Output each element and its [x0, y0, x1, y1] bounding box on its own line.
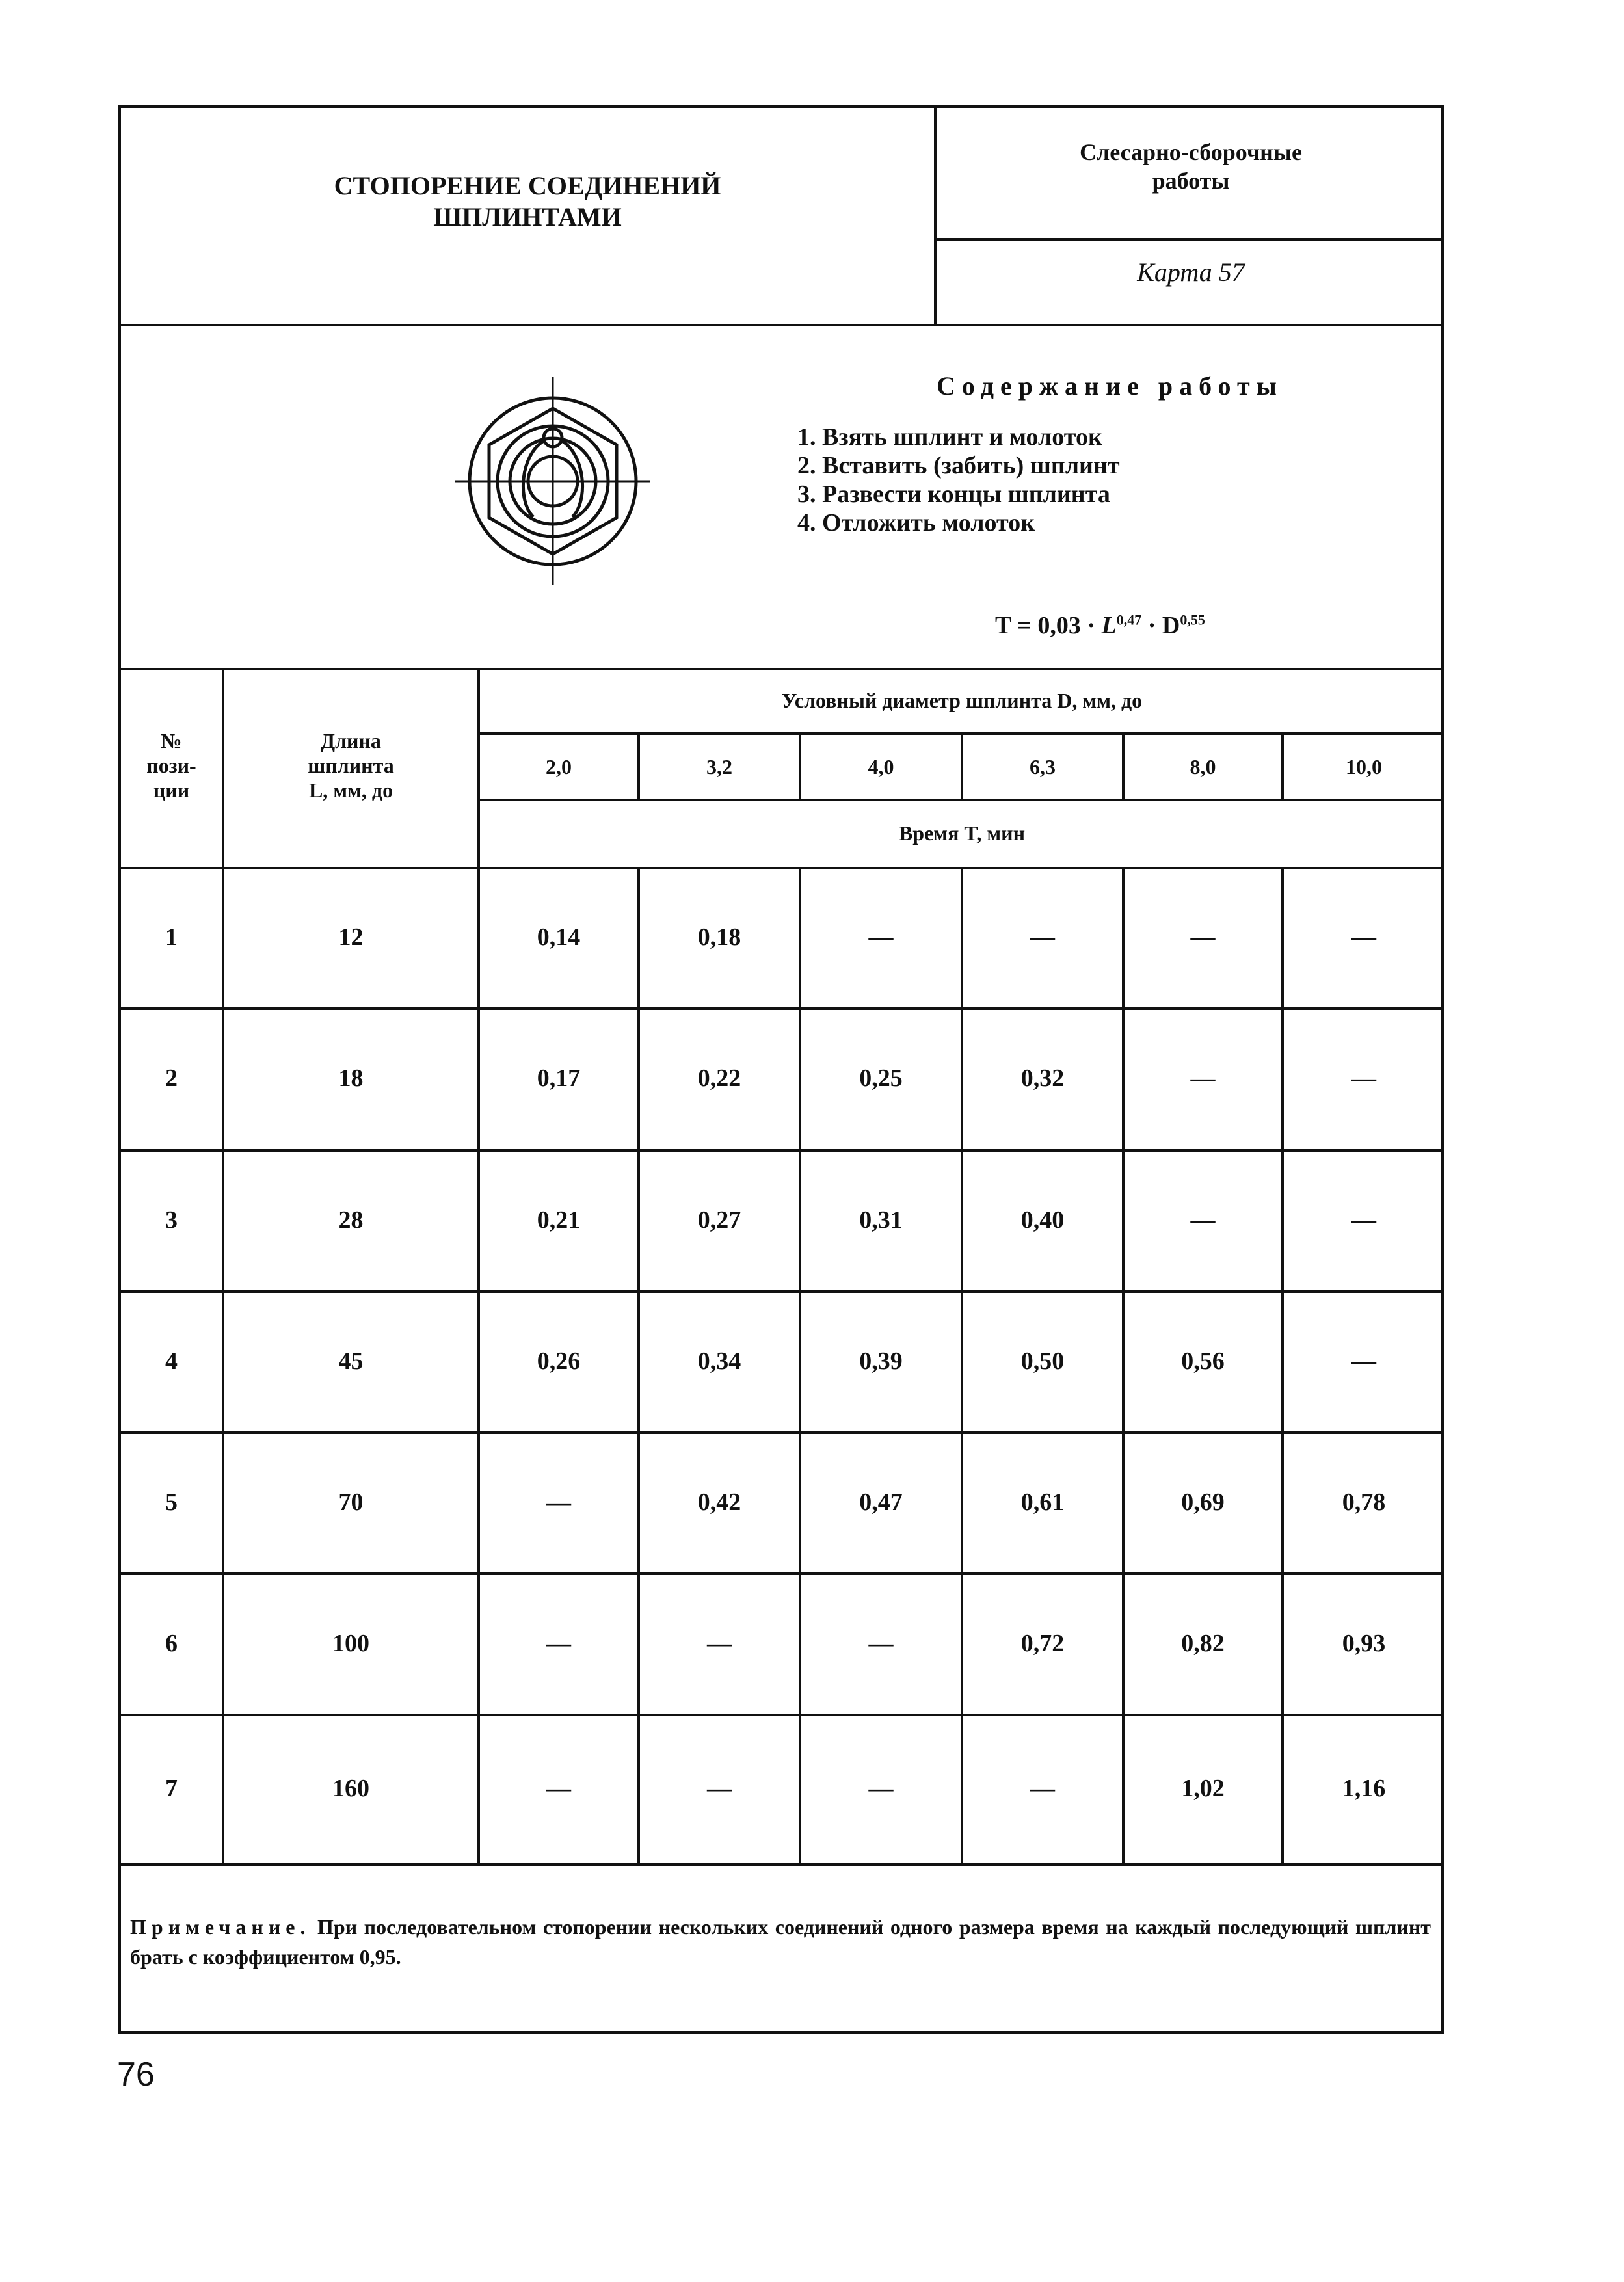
work-steps-list	[797, 423, 1120, 537]
diameter-header: 3,2	[706, 755, 732, 778]
cell-time: 0,34	[697, 1347, 741, 1375]
cell-time: —	[868, 923, 894, 951]
cell-time: —	[1351, 1065, 1376, 1092]
col-header-position: № пози- ции	[146, 729, 196, 802]
table-bottom-line	[118, 1863, 1444, 1866]
time-formula: T = 0,03 · L$^{0,47}$ · D$^{0,55}$	[995, 611, 1205, 639]
table-row-line	[118, 1149, 1444, 1152]
cell-time: 0,21	[537, 1206, 581, 1234]
diameter-header: 8,0	[1190, 755, 1216, 778]
cell-time: 0,47	[859, 1488, 903, 1516]
nut-cotter-pin-drawing	[455, 377, 650, 585]
cell-time: —	[546, 1775, 571, 1802]
content-bottom-line	[118, 668, 1444, 670]
cell-time: 0,18	[697, 923, 741, 951]
cell-length: 100	[332, 1629, 369, 1657]
cell-time: 0,50	[1020, 1347, 1065, 1375]
cell-position: 2	[165, 1065, 178, 1092]
table-row-line	[477, 732, 1444, 735]
table-col-line	[477, 668, 480, 1866]
cell-length: 160	[332, 1775, 369, 1802]
cell-position: 3	[165, 1206, 178, 1234]
cell-time: —	[1190, 1065, 1216, 1092]
table-row-line	[118, 867, 1444, 869]
cell-length: 12	[338, 923, 364, 951]
table-row-line	[118, 1714, 1444, 1716]
cell-position: 7	[165, 1775, 178, 1802]
cell-length: 45	[338, 1347, 364, 1375]
header-bottom-line	[118, 324, 1444, 326]
work-step: 3. Развести концы шплинта	[797, 481, 1110, 508]
cell-time: 0,31	[859, 1206, 903, 1234]
cell-time: —	[707, 1775, 732, 1802]
cell-length: 70	[338, 1488, 364, 1516]
cell-time: 0,93	[1342, 1629, 1386, 1657]
cell-position: 6	[165, 1629, 178, 1657]
cell-time: —	[1030, 1775, 1055, 1802]
header-subdivider	[934, 238, 1444, 241]
cell-time: —	[707, 1629, 732, 1657]
work-step: 1. Взять шплинт и молоток	[797, 423, 1102, 451]
cell-time: 0,26	[537, 1347, 581, 1375]
note-text: При последовательном стопорении нескольких соединений одного размера время на каждый последующий шплинт брать с коэффициентом 0,95.	[130, 1915, 1431, 1969]
work-step: 2. Вставить (забить) шплинт	[797, 452, 1120, 479]
cell-time: —	[868, 1775, 894, 1802]
cell-time: 0,14	[537, 923, 581, 951]
work-content-heading: Содержание работы	[937, 371, 1283, 401]
note-label: Примечание.	[130, 1915, 311, 1939]
cell-time: —	[1190, 1206, 1216, 1234]
document-title: СТОПОРЕНИЕ СОЕДИНЕНИЙ ШПЛИНТАМИ	[334, 171, 721, 232]
cell-time: —	[1030, 923, 1055, 951]
note	[130, 1912, 1431, 1972]
cell-time: —	[546, 1488, 571, 1516]
cell-time: 0,39	[859, 1347, 903, 1375]
cell-time: 0,72	[1020, 1629, 1065, 1657]
cell-time: —	[868, 1629, 894, 1657]
cell-position: 4	[165, 1347, 178, 1375]
diameter-header: 2,0	[546, 755, 572, 778]
cell-time: 0,61	[1020, 1488, 1065, 1516]
cell-time: 0,17	[537, 1065, 581, 1092]
table-row-line	[118, 1572, 1444, 1575]
card-number: Карта 57	[1137, 258, 1245, 287]
group-header-diameter: Условный диаметр шплинта D, мм, до	[781, 689, 1143, 712]
cell-time: 1,02	[1181, 1775, 1225, 1802]
cell-time: 0,27	[697, 1206, 741, 1234]
table-row-line	[118, 1431, 1444, 1434]
cell-time: 0,69	[1181, 1488, 1225, 1516]
work-step: 4. Отложить молоток	[797, 509, 1035, 537]
cell-time: —	[1351, 1347, 1376, 1375]
table-row-line	[118, 1290, 1444, 1293]
cell-length: 28	[338, 1206, 364, 1234]
table-row-line	[118, 1007, 1444, 1010]
cell-length: 18	[338, 1065, 364, 1092]
cell-time: 1,16	[1342, 1775, 1386, 1802]
diameter-header: 10,0	[1346, 755, 1382, 778]
cell-time: —	[1190, 923, 1216, 951]
work-category: Слесарно-сборочные работы	[1080, 139, 1302, 194]
cell-time: 0,25	[859, 1065, 903, 1092]
page-number: 76	[117, 2056, 155, 2093]
col-header-length: Длина шплинта L, мм, до	[308, 729, 394, 802]
cell-time: —	[1351, 1206, 1376, 1234]
cell-time: 0,22	[697, 1065, 741, 1092]
cell-position: 5	[165, 1488, 178, 1516]
diameter-header: 4,0	[868, 755, 894, 778]
cell-time: 0,40	[1020, 1206, 1065, 1234]
cell-time: 0,78	[1342, 1488, 1386, 1516]
cell-time: 0,56	[1181, 1347, 1225, 1375]
time-header: Время T, мин	[898, 821, 1026, 845]
cell-time: —	[1351, 923, 1376, 951]
diameter-header: 6,3	[1030, 755, 1056, 778]
table-col-line	[222, 668, 224, 1866]
cell-time: 0,32	[1020, 1065, 1065, 1092]
cell-time: —	[546, 1629, 571, 1657]
table-row-line	[477, 799, 1444, 801]
cell-position: 1	[165, 923, 178, 951]
header-divider	[934, 105, 937, 326]
cell-time: 0,42	[697, 1488, 741, 1516]
cell-time: 0,82	[1181, 1629, 1225, 1657]
